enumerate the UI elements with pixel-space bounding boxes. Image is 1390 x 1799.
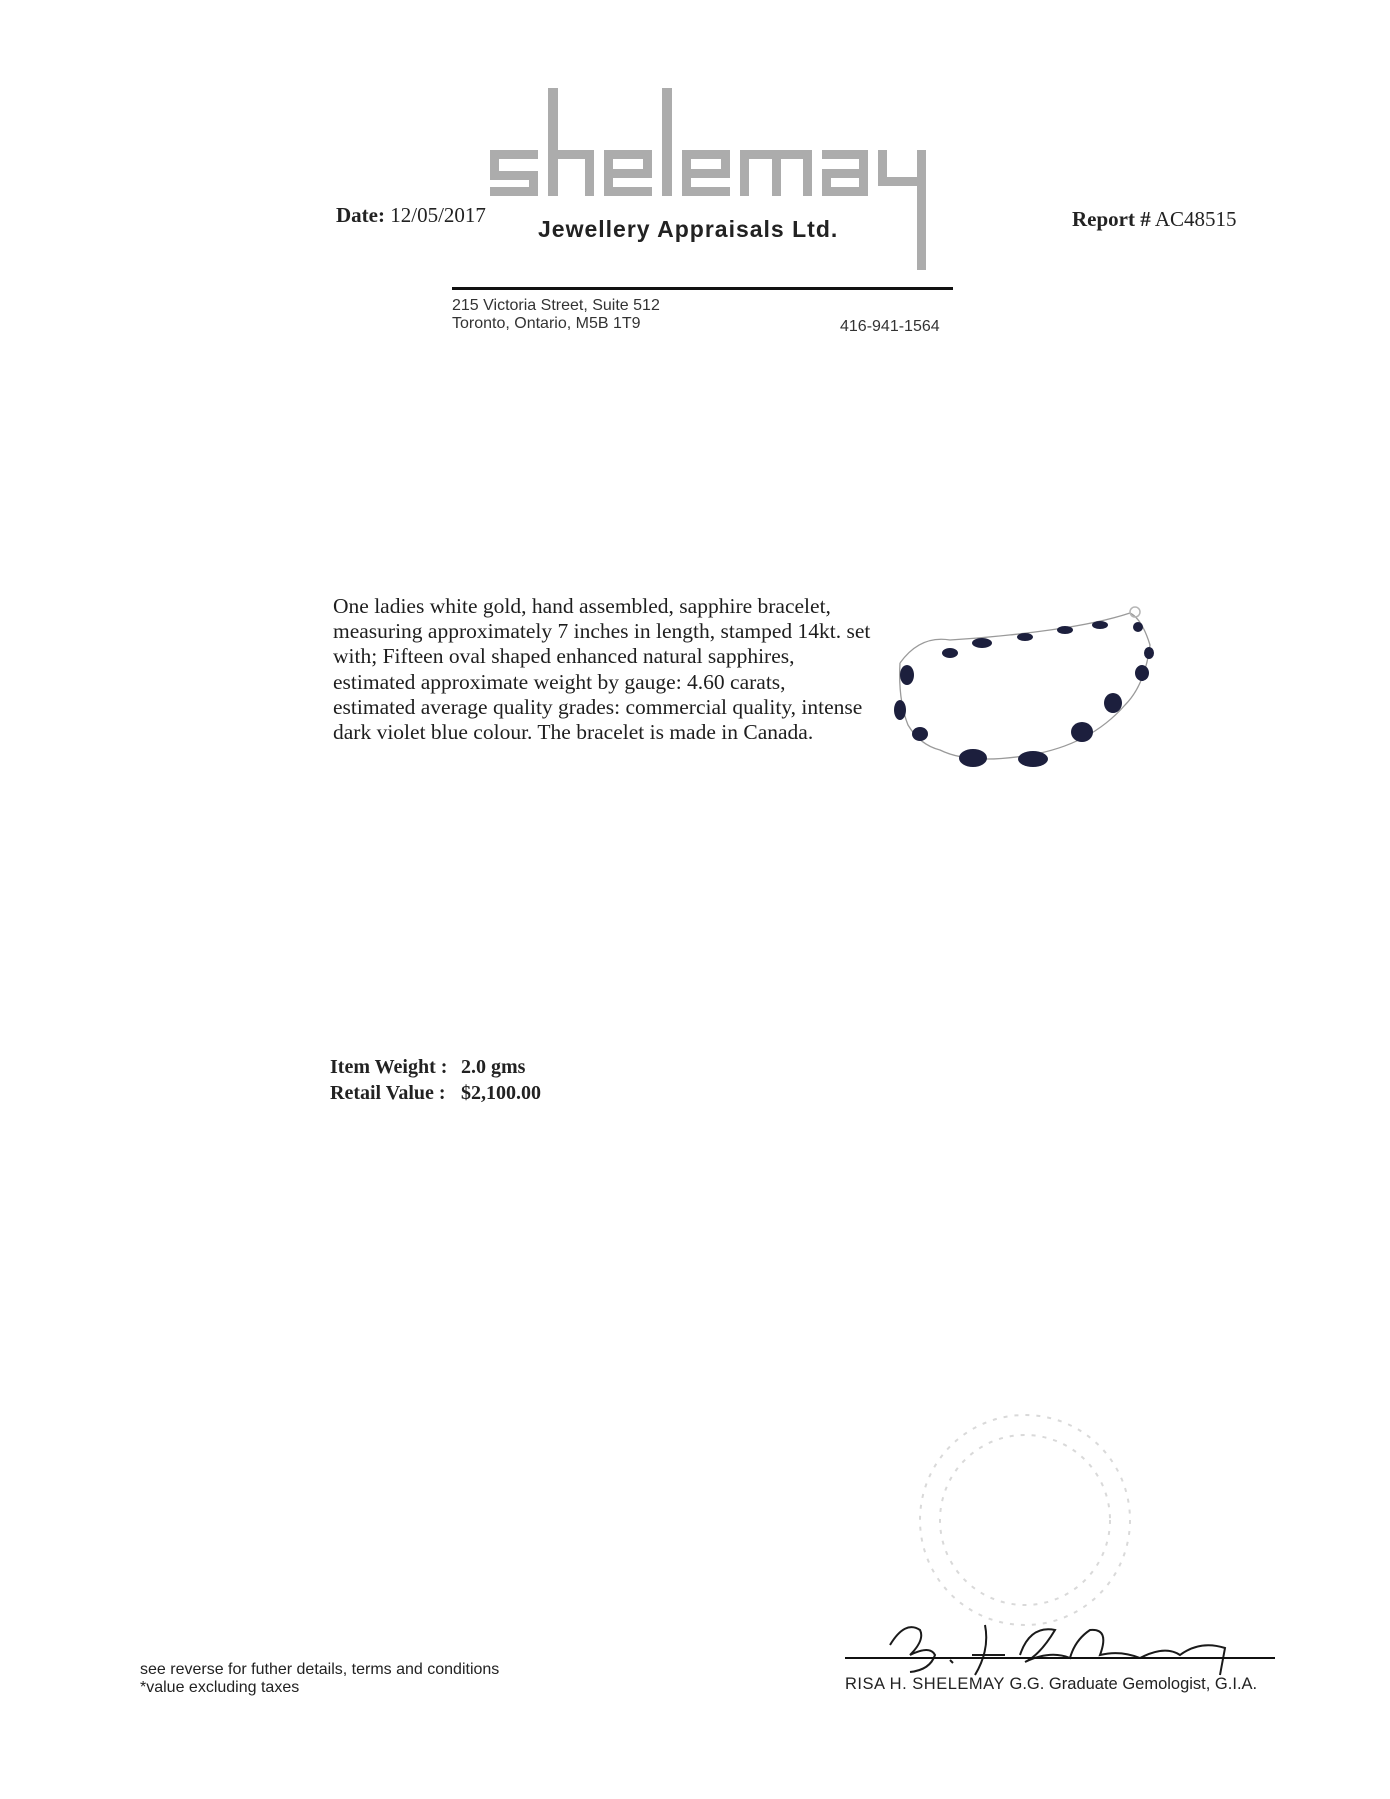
terms-note: see reverse for futher details, terms and conditions (140, 1661, 500, 1678)
report-date (336, 203, 486, 228)
item-weight-label: Item Weight : (330, 1056, 448, 1078)
signer-title: G.G. Graduate Gemologist, G.I.A. (1009, 1675, 1258, 1693)
shelemay-logo (490, 88, 930, 273)
retail-value-row (330, 1082, 541, 1105)
tax-note: *value excluding taxes (140, 1679, 300, 1696)
signer-name: RISA H. SHELEMAY (845, 1675, 1005, 1693)
report-label: Report # (1072, 207, 1151, 231)
embossed-seal (895, 1395, 1155, 1635)
signature-line (845, 1657, 1275, 1659)
bracelet-photo (880, 595, 1180, 785)
address-line-2: Toronto, Ontario, M5B 1T9 (452, 315, 641, 332)
report-value: AC48515 (1154, 207, 1237, 231)
company-name: Jewellery Appraisals Ltd. (538, 216, 839, 242)
header-divider (452, 287, 953, 290)
retail-value-amount: $2,100.00 (461, 1082, 541, 1104)
item-description: One ladies white gold, hand assembled, sapphire bracelet, measuring approximately 7 inches in length, stamped 14kt. set with; Fifteen oval shaped enhanced natural sapphires, estimated approximate weight by gauge: 4.60 carats, estimated average quality grades: commercial quality, intense dark violet blue colour. The bracelet is made in Canada. (333, 594, 871, 745)
item-weight-value: 2.0 gms (461, 1056, 526, 1078)
signer (845, 1675, 1257, 1694)
item-weight-row (330, 1056, 525, 1079)
report-number (1072, 207, 1237, 232)
date-value: 12/05/2017 (390, 203, 486, 227)
address-line-1: 215 Victoria Street, Suite 512 (452, 297, 660, 314)
phone-number: 416-941-1564 (840, 318, 940, 335)
retail-value-label: Retail Value : (330, 1082, 446, 1104)
date-label: Date: (336, 203, 385, 227)
